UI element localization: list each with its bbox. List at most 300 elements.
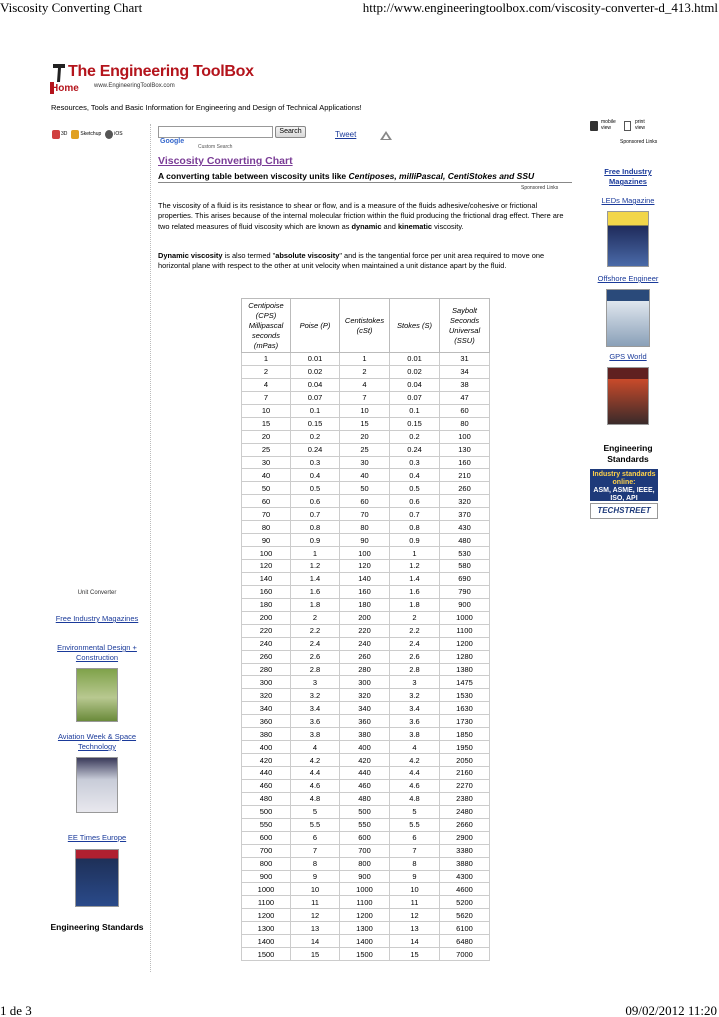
table-cell: 370: [440, 508, 490, 521]
table-cell: 1100: [440, 624, 490, 637]
table-cell: 1.4: [390, 572, 440, 585]
table-cell: 900: [242, 870, 291, 883]
sketchup-icon: [71, 130, 79, 139]
sketchup-link[interactable]: [71, 130, 101, 139]
table-cell: 100: [340, 547, 390, 560]
table-cell: 700: [242, 844, 291, 857]
table-cell: 2660: [440, 818, 490, 831]
table-cell: 900: [440, 598, 490, 611]
table-cell: 130: [440, 443, 490, 456]
offshore-engineer-cover[interactable]: [606, 289, 650, 347]
table-cell: 6480: [440, 935, 490, 948]
table-cell: 460: [340, 779, 390, 792]
table-cell: 1500: [340, 948, 390, 961]
left-engineering-standards: Engineering Standards: [50, 922, 144, 932]
table-cell: 4.4: [390, 767, 440, 780]
table-cell: 180: [340, 598, 390, 611]
table-cell: 0.02: [390, 365, 440, 378]
table-cell: 320: [440, 495, 490, 508]
table-cell: 800: [340, 857, 390, 870]
table-cell: 400: [242, 741, 291, 754]
table-cell: 1100: [340, 896, 390, 909]
table-cell: 600: [242, 831, 291, 844]
standards-banner[interactable]: [590, 469, 658, 501]
table-cell: 210: [440, 469, 490, 482]
table-cell: 1530: [440, 689, 490, 702]
dynamic-viscosity-paragraph: Dynamic viscosity is also termed "absolute viscosity" and is the tangential force per unit area required to move one horizontal plane with respect to the other at unit velocity when maintained a unit distance apart by the fluid.: [158, 251, 545, 271]
mobile-view-link[interactable]: mobile view: [601, 119, 616, 131]
table-cell: 0.3: [390, 456, 440, 469]
table-cell: 15: [390, 948, 440, 961]
table-cell: 25: [340, 443, 390, 456]
table-cell: 1300: [242, 922, 291, 935]
table-cell: 4.2: [291, 754, 340, 767]
intro-paragraph: The viscosity of a fluid is its resistance to shear or flow, and is a measure of the fluids adhesive/cohesive or frictional properties. This arises because of the internal molecular friction within the fluid producing the frictional drag effect. There are two related measures of fluid viscosity which are known as dynamic and kinematic viscosity.: [158, 201, 564, 231]
print-header-url: http://www.engineeringtoolbox.com/viscosity-converter-d_413.html: [362, 0, 718, 15]
table-row: [242, 572, 490, 585]
leds-magazine-cover[interactable]: [607, 211, 649, 267]
table-cell: 40: [340, 469, 390, 482]
table-row: [242, 365, 490, 378]
table-cell: 0.9: [390, 534, 440, 547]
table-cell: 2: [340, 365, 390, 378]
table-row: [242, 495, 490, 508]
table-cell: 1380: [440, 663, 490, 676]
table-cell: 160: [340, 585, 390, 598]
table-cell: 260: [440, 482, 490, 495]
table-cell: 3.4: [390, 702, 440, 715]
table-cell: 180: [242, 598, 291, 611]
3d-label: 3D: [61, 131, 68, 137]
table-row: [242, 935, 490, 948]
table-cell: 2: [291, 611, 340, 624]
table-cell: 0.15: [291, 417, 340, 430]
table-cell: 47: [440, 391, 490, 404]
table-row: [242, 715, 490, 728]
col-header-centistokes: Centistokes (cSt): [340, 299, 390, 353]
table-cell: 480: [340, 792, 390, 805]
table-cell: 240: [340, 637, 390, 650]
table-cell: 3.6: [390, 715, 440, 728]
table-cell: 10: [340, 404, 390, 417]
apple-icon: [105, 130, 113, 139]
table-cell: 340: [242, 702, 291, 715]
table-cell: 340: [340, 702, 390, 715]
table-cell: 0.4: [291, 469, 340, 482]
table-row: [242, 922, 490, 935]
table-cell: 360: [340, 715, 390, 728]
table-cell: 260: [242, 650, 291, 663]
table-cell: 60: [340, 495, 390, 508]
aviation-week-cover[interactable]: [76, 757, 118, 813]
table-cell: 0.1: [390, 404, 440, 417]
table-cell: 0.5: [291, 482, 340, 495]
table-cell: 1: [242, 353, 291, 366]
print-header-title: Viscosity Converting Chart: [0, 0, 143, 15]
table-cell: 500: [242, 805, 291, 818]
table-cell: 7000: [440, 948, 490, 961]
table-row: [242, 831, 490, 844]
right-engineering-standards: Engineering Standards: [603, 443, 653, 464]
table-row: [242, 443, 490, 456]
table-cell: 90: [340, 534, 390, 547]
table-cell: 4: [390, 741, 440, 754]
gps-world-link[interactable]: GPS World: [609, 352, 647, 361]
table-row: [242, 741, 490, 754]
table-cell: 690: [440, 572, 490, 585]
table-cell: 15: [291, 948, 340, 961]
table-cell: 7: [291, 844, 340, 857]
page-subtitle: A converting table between viscosity units like Centiposes, milliPascal, CentiStokes and SSU: [158, 171, 572, 183]
table-cell: 0.6: [390, 495, 440, 508]
table-row: [242, 676, 490, 689]
table-cell: 60: [440, 404, 490, 417]
table-cell: 70: [340, 508, 390, 521]
gps-world-cover[interactable]: [607, 367, 649, 425]
table-row: [242, 482, 490, 495]
table-cell: 30: [340, 456, 390, 469]
table-row: [242, 611, 490, 624]
table-cell: 1850: [440, 728, 490, 741]
table-row: [242, 896, 490, 909]
table-cell: 480: [242, 792, 291, 805]
table-row: [242, 663, 490, 676]
table-cell: 10: [291, 883, 340, 896]
table-cell: 0.3: [291, 456, 340, 469]
table-cell: 3: [390, 676, 440, 689]
table-cell: 1630: [440, 702, 490, 715]
table-row: [242, 779, 490, 792]
print-footer-datetime: 09/02/2012 11:20: [625, 1003, 717, 1017]
table-cell: 9: [390, 870, 440, 883]
table-cell: 2.2: [390, 624, 440, 637]
table-cell: 4: [242, 378, 291, 391]
table-cell: 5.5: [390, 818, 440, 831]
table-cell: 0.04: [291, 378, 340, 391]
table-cell: 900: [340, 870, 390, 883]
table-cell: 320: [242, 689, 291, 702]
table-cell: 20: [242, 430, 291, 443]
table-cell: 12: [390, 909, 440, 922]
table-cell: 6: [390, 831, 440, 844]
table-cell: 5: [390, 805, 440, 818]
aviation-week-link[interactable]: Aviation Week & Space Technology: [57, 732, 137, 751]
viscosity-table: [241, 298, 490, 961]
table-cell: 3.8: [390, 728, 440, 741]
table-cell: 1950: [440, 741, 490, 754]
table-cell: 260: [340, 650, 390, 663]
right-free-magazines-link[interactable]: Free Industry Magazines: [604, 167, 652, 186]
table-cell: 5620: [440, 909, 490, 922]
print-view-link[interactable]: print view: [635, 119, 646, 131]
table-cell: 550: [340, 818, 390, 831]
table-cell: 0.2: [291, 430, 340, 443]
table-cell: 0.5: [390, 482, 440, 495]
table-row: [242, 883, 490, 896]
table-cell: 80: [440, 417, 490, 430]
home-link[interactable]: Home: [51, 83, 79, 94]
table-cell: 3.4: [291, 702, 340, 715]
sponsored-links-label: Sponsored Links: [521, 185, 559, 191]
table-cell: 120: [242, 560, 291, 573]
table-cell: 50: [340, 482, 390, 495]
table-cell: 4.6: [291, 779, 340, 792]
table-cell: 500: [340, 805, 390, 818]
sidebar-divider: [150, 124, 151, 972]
search-input[interactable]: [158, 126, 273, 138]
table-cell: 3.2: [291, 689, 340, 702]
table-cell: 1000: [242, 883, 291, 896]
table-cell: 70: [242, 508, 291, 521]
table-cell: 1.8: [390, 598, 440, 611]
table-cell: 6: [291, 831, 340, 844]
page-title[interactable]: Viscosity Converting Chart: [158, 155, 293, 167]
table-cell: 3: [291, 676, 340, 689]
table-cell: 800: [242, 857, 291, 870]
table-cell: 2.2: [291, 624, 340, 637]
3d-link[interactable]: [52, 130, 67, 139]
table-cell: 2050: [440, 754, 490, 767]
tagline: Resources, Tools and Basic Information for Engineering and Design of Technical Applications!: [51, 103, 362, 112]
ios-link[interactable]: [105, 130, 122, 139]
table-cell: 60: [242, 495, 291, 508]
table-cell: 10: [390, 883, 440, 896]
right-sidebar: [590, 167, 666, 519]
table-cell: 100: [242, 547, 291, 560]
standards-banner-body: ASM, ASME, IEEE, ISO, API: [593, 487, 655, 502]
table-cell: 2900: [440, 831, 490, 844]
table-cell: 30: [242, 456, 291, 469]
table-cell: 160: [440, 456, 490, 469]
table-row: [242, 521, 490, 534]
table-cell: 240: [242, 637, 291, 650]
table-row: [242, 353, 490, 366]
col-header-ssu: Saybolt Seconds Universal (SSU): [440, 299, 490, 353]
free-magazines-link[interactable]: Free Industry Magazines: [55, 614, 139, 623]
techstreet-banner[interactable]: TECHSTREET: [590, 503, 658, 519]
table-cell: 220: [340, 624, 390, 637]
mobile-icon[interactable]: [590, 121, 598, 131]
print-footer-page: 1 de 3: [0, 1003, 32, 1017]
table-cell: 3.6: [291, 715, 340, 728]
leds-magazine-link[interactable]: LEDs Magazine: [601, 196, 655, 205]
table-row: [242, 870, 490, 883]
table-cell: 12: [291, 909, 340, 922]
unit-converter-label[interactable]: Unit Converter: [77, 590, 117, 596]
table-cell: 4.6: [390, 779, 440, 792]
table-cell: 700: [340, 844, 390, 857]
table-cell: 280: [242, 663, 291, 676]
table-cell: 90: [242, 534, 291, 547]
table-row: [242, 391, 490, 404]
table-row: [242, 650, 490, 663]
table-cell: 1475: [440, 676, 490, 689]
table-cell: 300: [242, 676, 291, 689]
search-button[interactable]: Search: [275, 126, 306, 138]
table-cell: 1000: [440, 611, 490, 624]
table-cell: 2.8: [390, 663, 440, 676]
table-cell: 10: [242, 404, 291, 417]
table-cell: 4600: [440, 883, 490, 896]
table-cell: 8: [390, 857, 440, 870]
table-cell: 100: [440, 430, 490, 443]
table-cell: 0.24: [390, 443, 440, 456]
table-cell: 3880: [440, 857, 490, 870]
table-cell: 480: [440, 534, 490, 547]
table-row: [242, 560, 490, 573]
table-cell: 200: [242, 611, 291, 624]
table-cell: 80: [340, 521, 390, 534]
table-cell: 3.8: [291, 728, 340, 741]
table-cell: 50: [242, 482, 291, 495]
table-row: [242, 598, 490, 611]
table-row: [242, 585, 490, 598]
table-cell: 0.07: [291, 391, 340, 404]
table-cell: 380: [340, 728, 390, 741]
logo-title: The Engineering ToolBox: [68, 63, 254, 80]
table-cell: 530: [440, 547, 490, 560]
custom-search-label: Custom Search: [198, 144, 233, 150]
table-row: [242, 637, 490, 650]
table-row: [242, 547, 490, 560]
table-cell: 0.6: [291, 495, 340, 508]
table-cell: 1400: [242, 935, 291, 948]
table-cell: 1.2: [390, 560, 440, 573]
table-row: [242, 689, 490, 702]
table-cell: 0.4: [390, 469, 440, 482]
table-cell: 320: [340, 689, 390, 702]
table-cell: 0.8: [291, 521, 340, 534]
share-icon[interactable]: [380, 131, 392, 140]
site-logo[interactable]: [50, 62, 260, 94]
table-cell: 31: [440, 353, 490, 366]
table-cell: 7: [390, 844, 440, 857]
table-cell: 2480: [440, 805, 490, 818]
table-row: [242, 417, 490, 430]
env-design-link[interactable]: Environmental Design + Construction: [57, 643, 137, 662]
table-cell: 7: [340, 391, 390, 404]
table-row: [242, 456, 490, 469]
table-cell: 140: [340, 572, 390, 585]
table-cell: 440: [242, 767, 291, 780]
table-cell: 0.9: [291, 534, 340, 547]
table-cell: 11: [291, 896, 340, 909]
table-row: [242, 508, 490, 521]
tweet-button[interactable]: Tweet: [335, 130, 357, 139]
table-row: [242, 702, 490, 715]
table-cell: 4.2: [390, 754, 440, 767]
table-row: [242, 404, 490, 417]
table-row: [242, 430, 490, 443]
table-cell: 1.2: [291, 560, 340, 573]
table-cell: 1.6: [390, 585, 440, 598]
table-cell: 580: [440, 560, 490, 573]
table-cell: 420: [242, 754, 291, 767]
table-cell: 1200: [340, 909, 390, 922]
table-cell: 400: [340, 741, 390, 754]
app-icons-row: [52, 128, 123, 140]
table-cell: 1100: [242, 896, 291, 909]
google-logo: Google: [160, 138, 185, 145]
table-cell: 160: [242, 585, 291, 598]
table-row: [242, 857, 490, 870]
table-cell: 2380: [440, 792, 490, 805]
table-cell: 280: [340, 663, 390, 676]
table-cell: 0.15: [390, 417, 440, 430]
table-cell: 4.4: [291, 767, 340, 780]
table-cell: 2: [390, 611, 440, 624]
table-cell: 5200: [440, 896, 490, 909]
table-cell: 14: [291, 935, 340, 948]
table-cell: 790: [440, 585, 490, 598]
table-cell: 0.1: [291, 404, 340, 417]
table-cell: 2.4: [291, 637, 340, 650]
table-cell: 600: [340, 831, 390, 844]
table-cell: 14: [390, 935, 440, 948]
table-cell: 550: [242, 818, 291, 831]
table-cell: 25: [242, 443, 291, 456]
table-cell: 1500: [242, 948, 291, 961]
table-cell: 1730: [440, 715, 490, 728]
table-cell: 0.07: [390, 391, 440, 404]
table-cell: 34: [440, 365, 490, 378]
ee-times-cover[interactable]: [75, 849, 119, 907]
left-sidebar: [50, 590, 144, 933]
table-cell: 460: [242, 779, 291, 792]
table-cell: 9: [291, 870, 340, 883]
table-cell: 0.24: [291, 443, 340, 456]
table-cell: 0.01: [291, 353, 340, 366]
table-cell: 0.7: [390, 508, 440, 521]
table-cell: 1: [291, 547, 340, 560]
table-cell: 140: [242, 572, 291, 585]
table-cell: 20: [340, 430, 390, 443]
table-cell: 38: [440, 378, 490, 391]
table-cell: 1000: [340, 883, 390, 896]
table-cell: 2.6: [390, 650, 440, 663]
table-row: [242, 805, 490, 818]
table-cell: 430: [440, 521, 490, 534]
table-cell: 220: [242, 624, 291, 637]
table-row: [242, 469, 490, 482]
ee-times-link[interactable]: EE Times Europe: [67, 833, 127, 842]
table-row: [242, 844, 490, 857]
table-cell: 420: [340, 754, 390, 767]
table-cell: 3.2: [390, 689, 440, 702]
table-cell: 1: [340, 353, 390, 366]
table-cell: 1.4: [291, 572, 340, 585]
ed-c-magazine-cover[interactable]: [76, 668, 118, 722]
table-row: [242, 792, 490, 805]
offshore-engineer-link[interactable]: Offshore Engineer: [597, 274, 659, 283]
table-cell: 7: [242, 391, 291, 404]
ios-label: iOS: [114, 131, 123, 137]
table-body: [242, 353, 490, 961]
table-cell: 5.5: [291, 818, 340, 831]
print-icon[interactable]: [624, 121, 631, 131]
table-cell: 11: [390, 896, 440, 909]
col-header-stokes: Stokes (S): [390, 299, 440, 353]
sketchup-label: Sketchup: [80, 131, 102, 137]
col-header-poise: Poise (P): [291, 299, 340, 353]
table-cell: 2.6: [291, 650, 340, 663]
col-header-centipoise: Centipoise (CPS) Millipascal seconds (mPas): [242, 299, 291, 353]
table-cell: 0.7: [291, 508, 340, 521]
table-cell: 200: [340, 611, 390, 624]
table-cell: 0.04: [390, 378, 440, 391]
table-cell: 13: [390, 922, 440, 935]
table-cell: 1: [390, 547, 440, 560]
